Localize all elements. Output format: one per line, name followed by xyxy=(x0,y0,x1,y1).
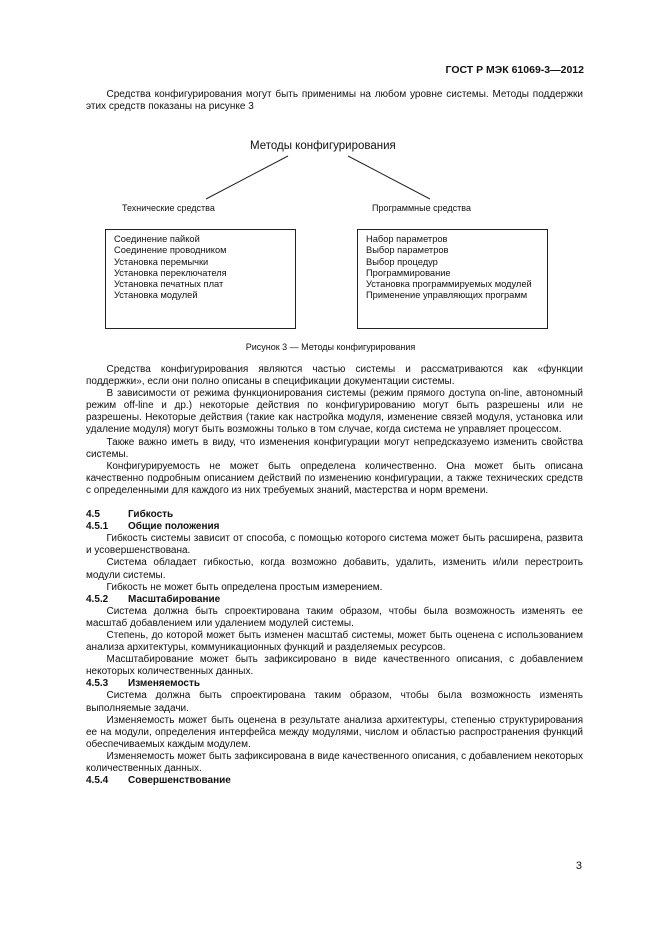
section-title: Совершенствование xyxy=(128,775,231,787)
software-item: Применение управляющих программ xyxy=(366,290,528,301)
paragraph: Система обладает гибкостью, когда возможно добавить, удалить, изменить и/или перестроить модули системы. xyxy=(86,557,583,581)
right-connector-line xyxy=(348,156,430,199)
paragraph: Гибкость не может быть определена простым измерением. xyxy=(106,581,383,593)
hardware-label: Технические средства xyxy=(122,203,215,213)
section-title: Масштабирование xyxy=(128,593,221,605)
page-number: 3 xyxy=(575,860,582,872)
section-heading-4-5-4 xyxy=(86,775,583,787)
hardware-item: Соединение проводником xyxy=(114,245,227,256)
left-connector-line xyxy=(206,156,288,199)
section-number: 4.5.3 xyxy=(86,678,109,690)
hardware-item: Соединение пайкой xyxy=(114,234,200,244)
software-item: Установка программируемых модулей xyxy=(366,279,532,290)
paragraph: Гибкость системы зависит от способа, с помощью которого система может быть расширена, развита и усовершенствована. xyxy=(86,533,583,557)
software-item: Набор параметров xyxy=(366,234,448,244)
hardware-item: Установка модулей xyxy=(114,290,198,301)
software-item: Программирование xyxy=(366,267,451,278)
hardware-item: Установка перемычки xyxy=(114,256,209,267)
software-label: Программные средства xyxy=(372,203,471,213)
section-number: 4.5.2 xyxy=(86,593,109,605)
paragraph: Средства конфигурирования являются частью системы и рассматриваются как «функции поддержки», если они полно описаны в спецификации документации системы. xyxy=(86,364,583,388)
paragraph: Также важно иметь в виду, что изменения конфигурации могут непредсказуемо изменить свойства системы. xyxy=(86,436,583,460)
figure-caption: Рисунок 3 — Методы конфигурирования xyxy=(245,342,416,352)
hardware-methods-box xyxy=(105,229,296,329)
software-item: Выбор параметров xyxy=(366,245,449,256)
software-item: Выбор процедур xyxy=(366,256,438,267)
figure-title: Методы конфигурирования xyxy=(250,140,396,152)
software-methods-box xyxy=(357,229,548,329)
section-title: Изменяемость xyxy=(128,678,201,690)
document-header: ГОСТ Р МЭК 61069-3—2012 xyxy=(445,64,584,76)
main-text xyxy=(86,364,583,787)
section-heading-4-5-2 xyxy=(86,594,583,606)
section-number: 4.5 xyxy=(86,509,100,521)
paragraph: В зависимости от режима функционирования системы (режим прямого доступа on-line, автономный режим off-line и др.) некоторые действия по конфигурированию могут быть разрешены или не разрешены. Некоторые действия (такие как настройка модуля, изменение связей модуля, установка или удаление модуля) могут быть возможны только в том случае, когда система не управляет процессом. xyxy=(86,388,583,436)
section-heading-4-5-1 xyxy=(86,521,583,533)
paragraph: Изменяемость может быть зафиксирована в виде качественного описания, с добавлением некоторых количественных данных. xyxy=(86,750,583,774)
intro-paragraph: Средства конфигурирования могут быть применимы на любом уровне системы. Методы поддержки этих средств показаны на рисунке 3 xyxy=(86,89,583,113)
paragraph: Система должна быть спроектирована таким образом, чтобы была возможность изменять выполняемые задачи. xyxy=(86,690,583,714)
section-title: Общие положения xyxy=(128,521,220,533)
section-heading-4-5-3 xyxy=(86,678,583,690)
paragraph: Изменяемость может быть оценена в результате анализа архитектуры, степенью структурирования ее на модули, определения интерфейса между модулями, числом и областью распространения функций обеспечиваемых каждым модулем. xyxy=(86,714,583,750)
section-title: Гибкость xyxy=(128,509,174,521)
hardware-item: Установка печатных плат xyxy=(114,279,224,290)
section-number: 4.5.4 xyxy=(86,775,109,787)
hardware-item: Установка переключателя xyxy=(114,267,227,278)
paragraph: Масштабирование может быть зафиксировано в виде качественного описания, с добавлением некоторых количественных данных. xyxy=(86,654,583,678)
paragraph: Степень, до которой может быть изменен масштаб системы, может быть оценена с использованием анализа архитектуры, коммуникационных функций и разделяемых ресурсов. xyxy=(86,629,583,654)
paragraph: Система должна быть спроектирована таким образом, чтобы была возможность изменять ее масштаб добавлением или удалением модулей системы. xyxy=(86,605,583,629)
section-heading-4-5 xyxy=(86,509,583,521)
paragraph: Конфигурируемость не может быть определена количественно. Она может быть описана качественно подробным описанием действий по изменению конфигурации, а также технических средств с определенными для каждого из них требуемых знаний, мастерства и норм времени. xyxy=(86,460,583,496)
section-number: 4.5.1 xyxy=(86,521,109,533)
